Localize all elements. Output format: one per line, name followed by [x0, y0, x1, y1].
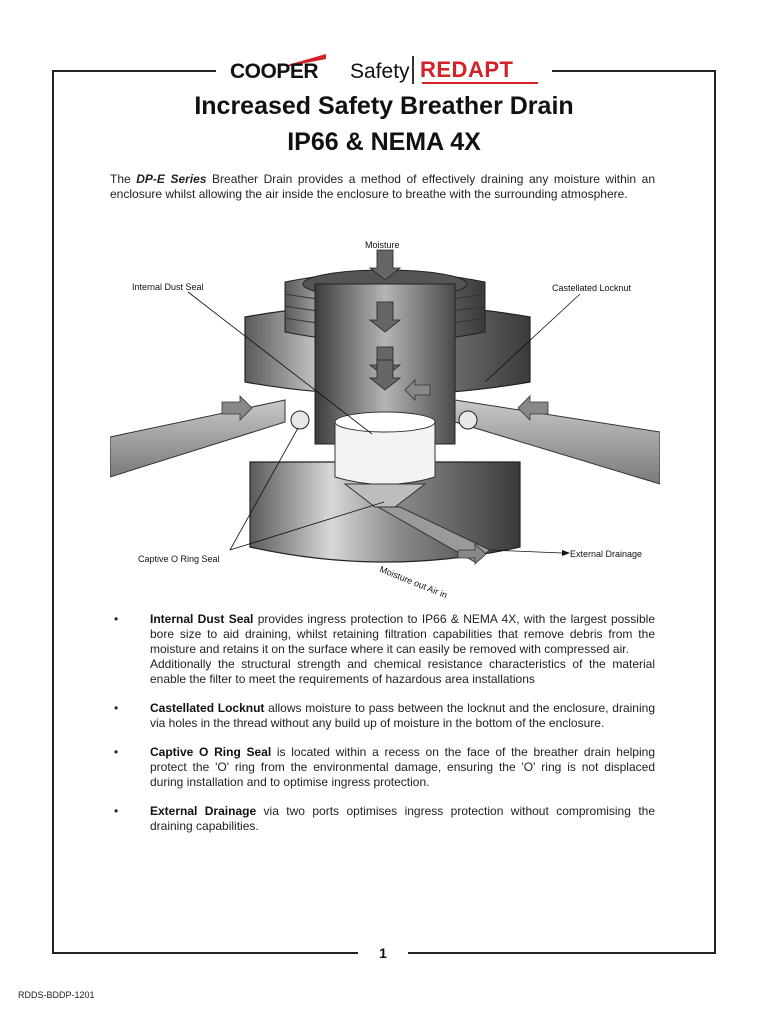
- redapt-logo-text: REDAPT: [420, 57, 514, 82]
- feature-term: Castellated Locknut: [150, 701, 265, 715]
- label-moisture-out-air-in: Moisture out Air in: [378, 564, 449, 601]
- bullet-dot: •: [114, 804, 119, 818]
- safety-logo-text: Safety: [350, 60, 410, 83]
- page-number: 1: [379, 945, 387, 961]
- feature-term: External Drainage: [150, 804, 257, 818]
- list-item: • Internal Dust Seal provides ingress protection to IP66 & NEMA 4X, with the largest possible bore size to aid draining, whilst retaining filtration capabilities that remove debris from the moisture and retains it on the surface where it can easily be removed with compressed air. Additionally the structural strength and chemical resistance characteristics of the material enable the filter to meet the requirements of hazardous area installations: [114, 612, 655, 686]
- logo-divider: [412, 56, 414, 84]
- list-item: • Captive O Ring Seal is located within a recess on the face of the breather drain helping protect the 'O' ring from the environmental damage, ensuring the 'O' ring is not displaced during installation and to optimise ingress protection.: [114, 745, 655, 789]
- document-reference: RDDS-BDDP-1201: [18, 990, 95, 1000]
- bullet-dot: •: [114, 701, 119, 715]
- bullet-dot: •: [114, 612, 119, 626]
- feature-term: Internal Dust Seal: [150, 612, 254, 626]
- series-name: DP-E Series: [136, 172, 207, 186]
- page-title: Increased Safety Breather Drain: [194, 92, 574, 120]
- list-item: • External Drainage via two ports optimises ingress protection without compromising the draining capabilities.: [114, 804, 655, 833]
- brand-logos: [216, 54, 552, 90]
- label-external-drainage: External Drainage: [570, 549, 643, 559]
- list-item: • Castellated Locknut allows moisture to pass between the locknut and the enclosure, draining via holes in the thread without any build up of moisture in the bottom of the enclosure.: [114, 701, 655, 730]
- page-subtitle: IP66 & NEMA 4X: [287, 128, 481, 156]
- cooper-logo-text: COOPER: [230, 60, 319, 83]
- intro-paragraph: The DP-E Series Breather Drain provides a method of effectively draining any moisture within an enclosure whilst allowing the air inside the enclosure to breathe with the surrounding atmosphere.: [110, 172, 656, 201]
- bullet-dot: •: [114, 745, 119, 759]
- feature-list: [110, 612, 655, 834]
- redapt-underline: [422, 82, 538, 84]
- label-castellated-locknut: Castellated Locknut: [552, 283, 632, 293]
- feature-term: Captive O Ring Seal: [150, 745, 272, 759]
- label-internal-dust-seal: Internal Dust Seal: [132, 282, 204, 292]
- breather-drain-cutaway-diagram: [110, 232, 660, 601]
- label-moisture: Moisture: [365, 240, 400, 250]
- label-captive-o-ring-seal: Captive O Ring Seal: [138, 554, 220, 564]
